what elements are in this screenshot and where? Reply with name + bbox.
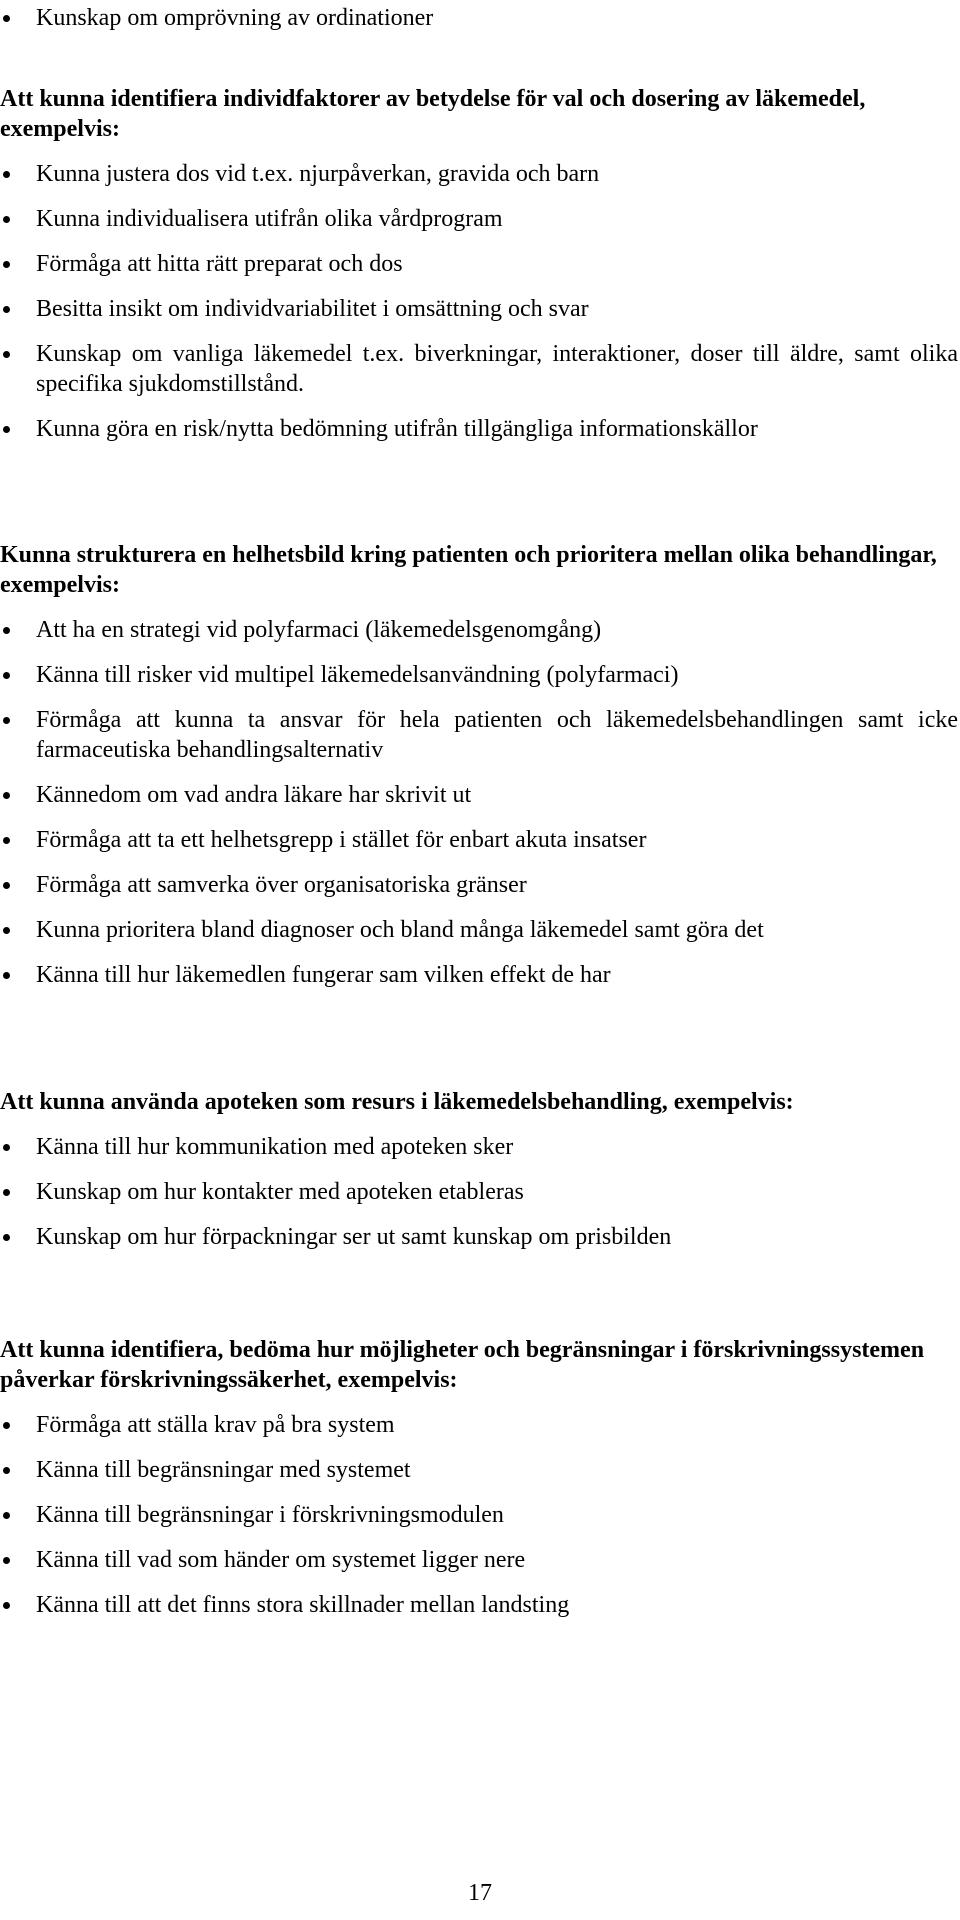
bullet-list: [0, 615, 958, 990]
list-item: Förmåga att samverka över organisatoriska gränser: [0, 870, 958, 900]
bullet-list: [0, 159, 958, 444]
section-heading: Att kunna identifiera individfaktorer av betydelse för val och dosering av läkemedel, exempelvis:: [0, 86, 866, 142]
list-item: Känna till begränsningar i förskrivningsmodulen: [0, 1500, 958, 1530]
section-forskrivningssystem: [0, 1335, 958, 1620]
list-item: Kunna göra en risk/nytta bedömning utifrån tillgängliga informationskällor: [0, 414, 958, 444]
list-item: Kunskap om hur kontakter med apoteken etableras: [0, 1177, 958, 1207]
list-item: Förmåga att ta ett helhetsgrepp i stället för enbart akuta insatser: [0, 825, 958, 855]
section-heading: Att kunna använda apoteken som resurs i läkemedelsbehandling, exempelvis:: [0, 1089, 794, 1115]
list-item: Känna till risker vid multipel läkemedelsanvändning (polyfarmaci): [0, 660, 958, 690]
list-item: Känna till begränsningar med systemet: [0, 1455, 958, 1485]
list-item: Kännedom om vad andra läkare har skrivit ut: [0, 780, 958, 810]
section-heading: Att kunna identifiera, bedöma hur möjligheter och begränsningar i förskrivningssystemen påverkar förskrivningssäkerhet, exempelvis:: [0, 1337, 925, 1393]
list-item: Kunna justera dos vid t.ex. njurpåverkan, gravida och barn: [0, 159, 958, 189]
list-item: Känna till vad som händer om systemet ligger nere: [0, 1545, 958, 1575]
list-item: Besitta insikt om individvariabilitet i omsättning och svar: [0, 294, 958, 324]
bullet-list: [0, 1132, 958, 1252]
list-item: Förmåga att hitta rätt preparat och dos: [0, 249, 958, 279]
list-item: Förmåga att kunna ta ansvar för hela patienten och läkemedelsbehandlingen samt icke farmaceutiska behandlingsalternativ: [0, 705, 958, 765]
list-item: Känna till hur kommunikation med apoteken sker: [0, 1132, 958, 1162]
list-item: Kunna individualisera utifrån olika vårdprogram: [0, 204, 958, 234]
list-item: Att ha en strategi vid polyfarmaci (läkemedelsgenomgång): [0, 615, 958, 645]
page-number: 17: [468, 1880, 492, 1906]
bullet-list: [0, 1410, 958, 1620]
section-helhetsbild: [0, 540, 958, 990]
section-individfaktorer: [0, 84, 958, 444]
list-item: Kunskap om omprövning av ordinationer: [0, 3, 958, 33]
section-heading: Kunna strukturera en helhetsbild kring patienten och prioritera mellan olika behandlingar, exempelvis:: [0, 542, 937, 598]
bullet-list: [0, 3, 958, 33]
list-item: Kunskap om vanliga läkemedel t.ex. biverkningar, interaktioner, doser till äldre, samt olika specifika sjukdomstillstånd.: [0, 339, 958, 399]
list-item: Kunna prioritera bland diagnoser och bland många läkemedel samt göra det: [0, 915, 958, 945]
list-item: Kunskap om hur förpackningar ser ut samt kunskap om prisbilden: [0, 1222, 958, 1252]
list-item: Känna till att det finns stora skillnader mellan landsting: [0, 1590, 958, 1620]
list-item: Förmåga att ställa krav på bra system: [0, 1410, 958, 1440]
section-apoteken: [0, 1087, 958, 1252]
list-item: Känna till hur läkemedlen fungerar sam vilken effekt de har: [0, 960, 958, 990]
section-intro: [0, 3, 958, 33]
